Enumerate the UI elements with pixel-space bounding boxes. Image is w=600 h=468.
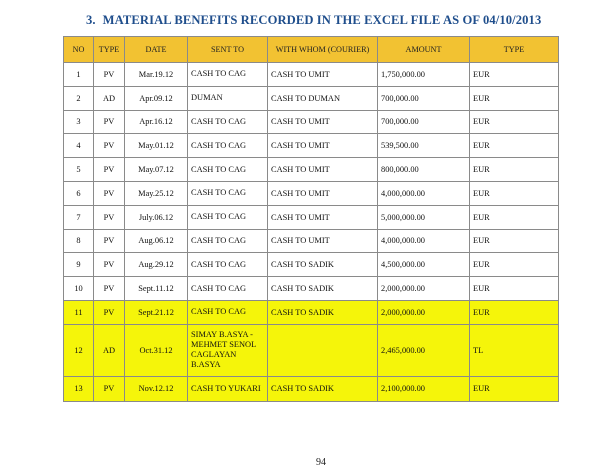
cell-amount: 700,000.00: [378, 110, 470, 134]
cell-date: Sept.11.12: [125, 277, 188, 301]
cell-amount: 4,000,000.00: [378, 181, 470, 205]
cell-type: PV: [94, 376, 125, 401]
cell-currency: EUR: [470, 158, 559, 182]
cell-amount: 2,000,000.00: [378, 300, 470, 324]
section-number: 3.: [86, 13, 96, 27]
cell-type: PV: [94, 229, 125, 253]
cell-courier: CASH TO UMIT: [268, 229, 378, 253]
cell-amount: 2,465,000.00: [378, 324, 470, 376]
cell-courier: CASH TO UMIT: [268, 110, 378, 134]
col-header-type: TYPE: [94, 37, 125, 63]
cell-type: PV: [94, 134, 125, 158]
table-row: [64, 300, 559, 324]
cell-amount: 800,000.00: [378, 158, 470, 182]
cell-currency: EUR: [470, 134, 559, 158]
cell-sent-to: CASH TO CAG: [188, 253, 268, 277]
cell-currency: EUR: [470, 300, 559, 324]
cell-currency: EUR: [470, 205, 559, 229]
cell-no: 11: [64, 300, 94, 324]
cell-currency: TL: [470, 324, 559, 376]
cell-date: Aug.06.12: [125, 229, 188, 253]
cell-sent-to: CASH TO CAG: [188, 205, 268, 229]
cell-type: PV: [94, 158, 125, 182]
cell-date: Sept.21.12: [125, 300, 188, 324]
cell-courier: CASH TO SADIK: [268, 277, 378, 301]
cell-no: 5: [64, 158, 94, 182]
col-header-sent-to: SENT TO: [188, 37, 268, 63]
col-header-amount: AMOUNT: [378, 37, 470, 63]
cell-courier: CASH TO SADIK: [268, 376, 378, 401]
col-header-no: NO: [64, 37, 94, 63]
cell-type: PV: [94, 63, 125, 87]
cell-courier: CASH TO SADIK: [268, 300, 378, 324]
cell-courier: CASH TO DUMAN: [268, 86, 378, 110]
cell-currency: EUR: [470, 63, 559, 87]
cell-sent-to: SIMAY B.ASYA - MEHMET SENOL CAGLAYAN B.ASYA: [188, 324, 268, 376]
cell-courier: CASH TO UMIT: [268, 205, 378, 229]
cell-date: Apr.16.12: [125, 110, 188, 134]
cell-amount: 1,750,000.00: [378, 63, 470, 87]
cell-type: AD: [94, 86, 125, 110]
table-row: [64, 181, 559, 205]
table-row: [64, 253, 559, 277]
cell-amount: 5,000,000.00: [378, 205, 470, 229]
cell-currency: EUR: [470, 181, 559, 205]
cell-sent-to: CASH TO CAG: [188, 158, 268, 182]
cell-type: PV: [94, 181, 125, 205]
cell-date: Nov.12.12: [125, 376, 188, 401]
page-number: 94: [316, 457, 326, 468]
section-heading: [86, 13, 586, 28]
cell-date: May.01.12: [125, 134, 188, 158]
cell-no: 8: [64, 229, 94, 253]
cell-no: 2: [64, 86, 94, 110]
cell-date: Oct.31.12: [125, 324, 188, 376]
cell-date: Apr.09.12: [125, 86, 188, 110]
cell-amount: 4,500,000.00: [378, 253, 470, 277]
cell-amount: 700,000.00: [378, 86, 470, 110]
table-row: [64, 324, 559, 376]
table-row: [64, 277, 559, 301]
table-header-row: [64, 37, 559, 63]
cell-sent-to: CASH TO CAG: [188, 63, 268, 87]
cell-no: 12: [64, 324, 94, 376]
cell-courier: CASH TO UMIT: [268, 63, 378, 87]
cell-amount: 4,000,000.00: [378, 229, 470, 253]
cell-type: PV: [94, 110, 125, 134]
cell-type: PV: [94, 205, 125, 229]
col-header-date: DATE: [125, 37, 188, 63]
cell-amount: 2,000,000.00: [378, 277, 470, 301]
cell-no: 9: [64, 253, 94, 277]
section-title: MATERIAL BENEFITS RECORDED IN THE EXCEL FILE AS OF 04/10/2013: [102, 13, 542, 27]
cell-type: PV: [94, 253, 125, 277]
cell-currency: EUR: [470, 277, 559, 301]
cell-courier: CASH TO SADIK: [268, 253, 378, 277]
benefits-table: [63, 36, 559, 402]
cell-date: Mar.19.12: [125, 63, 188, 87]
cell-sent-to: CASH TO YUKARI: [188, 376, 268, 401]
cell-courier: [268, 324, 378, 376]
table-body: [64, 63, 559, 402]
cell-sent-to: CASH TO CAG: [188, 181, 268, 205]
cell-currency: EUR: [470, 86, 559, 110]
table-row: [64, 205, 559, 229]
cell-sent-to: CASH TO CAG: [188, 300, 268, 324]
cell-courier: CASH TO UMIT: [268, 158, 378, 182]
cell-no: 6: [64, 181, 94, 205]
cell-type: AD: [94, 324, 125, 376]
cell-no: 1: [64, 63, 94, 87]
table-row: [64, 134, 559, 158]
cell-sent-to: CASH TO CAG: [188, 229, 268, 253]
cell-type: PV: [94, 277, 125, 301]
cell-date: July.06.12: [125, 205, 188, 229]
table-row: [64, 63, 559, 87]
col-header-with-whom: WITH WHOM (COURIER): [268, 37, 378, 63]
cell-sent-to: DUMAN: [188, 86, 268, 110]
cell-courier: CASH TO UMIT: [268, 134, 378, 158]
cell-sent-to: CASH TO CAG: [188, 110, 268, 134]
table-row: [64, 229, 559, 253]
cell-date: May.07.12: [125, 158, 188, 182]
cell-date: Aug.29.12: [125, 253, 188, 277]
cell-currency: EUR: [470, 110, 559, 134]
cell-amount: 2,100,000.00: [378, 376, 470, 401]
cell-date: May.25.12: [125, 181, 188, 205]
table-row: [64, 158, 559, 182]
table-row: [64, 376, 559, 401]
cell-type: PV: [94, 300, 125, 324]
cell-courier: CASH TO UMIT: [268, 181, 378, 205]
cell-amount: 539,500.00: [378, 134, 470, 158]
table-row: [64, 86, 559, 110]
col-header-currency-type: TYPE: [470, 37, 559, 63]
table-row: [64, 110, 559, 134]
cell-sent-to: CASH TO CAG: [188, 277, 268, 301]
cell-no: 3: [64, 110, 94, 134]
cell-currency: EUR: [470, 229, 559, 253]
cell-no: 10: [64, 277, 94, 301]
cell-no: 4: [64, 134, 94, 158]
cell-no: 7: [64, 205, 94, 229]
cell-no: 13: [64, 376, 94, 401]
cell-currency: EUR: [470, 253, 559, 277]
cell-sent-to: CASH TO CAG: [188, 134, 268, 158]
cell-currency: EUR: [470, 376, 559, 401]
